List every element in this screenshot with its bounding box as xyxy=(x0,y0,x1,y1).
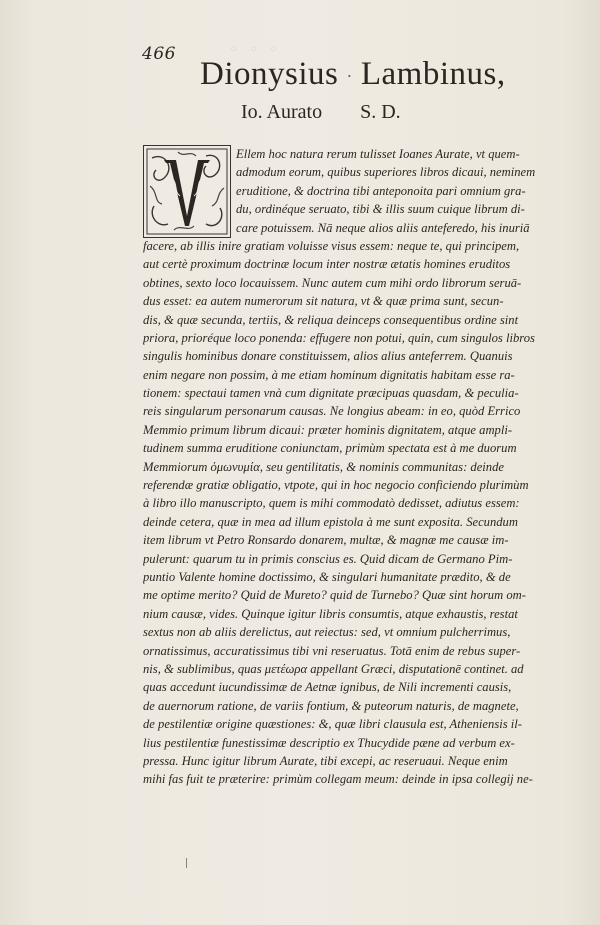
text-line: dis, & quæ secunda, tertiis, & reliqua deinceps consequentibus ordine sint xyxy=(143,312,519,327)
text-line: de pestilentiæ origine quæstiones: &, quæ libri clausula est, Atheniensis il- xyxy=(143,717,522,732)
letter-body-text xyxy=(143,145,563,789)
author-last-name: Lambinus, xyxy=(360,56,506,92)
text-line: enim negare non possim, à me etiam hominum dignitatis habitam esse ra- xyxy=(143,367,515,382)
text-line: facere, ab illis inire gratiam voluisse visus essem: neque te, qui principem, xyxy=(143,238,520,253)
author-first-name: Dionysius xyxy=(200,56,339,92)
text-line: tudinem summa eruditione coniunctam, primùm spectata est à me duorum xyxy=(143,441,517,456)
letter-addressee xyxy=(241,101,401,124)
text-line: Memmio primum librum dicaui: præter hominis dignitatem, atque ampli- xyxy=(143,422,513,437)
text-line: reis singularum personarum causas. Ne longius abeam: in eo, quòd Errico xyxy=(143,404,521,419)
page-number: 466 xyxy=(142,44,176,64)
text-line: aut certè proximum doctrinæ locum inter nostræ ætatis homines eruditos xyxy=(143,257,511,272)
page-edge-mark xyxy=(186,858,187,868)
text-line: quas accedunt iucundissimæ de Aetnæ ignibus, de Nili incrementi causis, xyxy=(143,680,512,695)
text-line: item librum vt Petro Ronsardo donarem, multæ, & magnæ me causæ im- xyxy=(143,533,509,548)
text-line: me optime merito? Quid de Mureto? quid de Turnebo? Quæ sint horum om- xyxy=(143,588,526,603)
text-line: ornatissimus, accuratissimus tibi vni reseruatus. Totā enim de rebus super- xyxy=(143,643,521,658)
text-line: sextus non ab aliis derelictus, aut reiectus: sed, vt omnium pulcherrimus, xyxy=(143,625,511,640)
text-line: obtines, sexto loco locauissem. Nunc autem cum mihi ordo librorum seruā- xyxy=(143,275,522,290)
salutation-initials: S. D. xyxy=(360,101,401,123)
text-line: nium causæ, vides. Quinque igitur libris consumtis, atque exhaustis, restat xyxy=(143,606,518,621)
text-line: Memmiorum ὁμωνυμία, seu gentilitatis, & nominis communitas: deinde xyxy=(143,459,504,474)
letter-author-heading xyxy=(200,56,506,93)
text-line: priora, prioréque loco ponenda: effugere non potui, quin, cum singulos libros xyxy=(143,330,535,345)
text-line: referendæ gratiæ obligatio, vtpote, qui in hoc negocio conficiendo plurimùm xyxy=(143,478,529,493)
text-line: de auernorum ratione, de variis fontium, & puteorum naturis, de magnete, xyxy=(143,698,519,713)
text-line: Ellem hoc natura rerum tulisset Ioanes Aurate, vt quem- xyxy=(236,147,520,161)
text-line: admodum eorum, quibus superiores libros dicaui, neminem xyxy=(236,165,536,180)
text-line: mihi fas fuit te præterire: primùm collegam meum: deinde in ipsa collegij ne- xyxy=(143,772,533,787)
addressee-name: Io. Aurato xyxy=(241,101,323,123)
text-line: pressa. Hunc igitur librum Aurate, tibi excepi, ac reseruaui. Neque enim xyxy=(143,753,508,768)
show-through-text: ◦ ◦ ◦ xyxy=(230,38,282,60)
text-line: du, ordinéque seruato, tibi & illis suum cuique librum di- xyxy=(236,202,525,217)
text-line: à libro illo manuscripto, quem is mihi commodatò dedisset, adiutus essem: xyxy=(143,496,520,511)
text-line: dus esset: ea autem numerorum sit natura, vt & quæ prima sunt, secun- xyxy=(143,294,504,309)
text-line: eruditione, & doctrina tibi anteponoita pari omnium gra- xyxy=(236,183,526,198)
text-line: nis, & sublimibus, quas μετέωρα appellant Græci, disputationē continet. ad xyxy=(143,661,524,676)
text-line: deinde cetera, quæ in mea ad illum epistola à me sunt exposita. Secundum xyxy=(143,514,518,529)
separator-dot-icon: · xyxy=(346,65,353,86)
text-line: puntio Valente homine doctissimo, & singulari humanitate prædito, & de xyxy=(143,569,511,584)
text-line: tionem: spectaui tamen vnà cum dignitate præcipuas quasdam, & peculia- xyxy=(143,386,519,401)
text-line: singulis hominibus donare constituissem, alios alius anteferrem. Quanuis xyxy=(143,349,513,364)
text-line: lius pestilentiæ funestissimæ descriptio ex Thucydide pæne ad verbum ex- xyxy=(143,735,515,750)
text-line: pulerunt: quarum tu in primis conscius es. Quid dicam de Germano Pim- xyxy=(143,551,513,566)
text-line: care potuissem. Nā neque alios aliis anteferedo, his inuriā xyxy=(236,220,530,235)
